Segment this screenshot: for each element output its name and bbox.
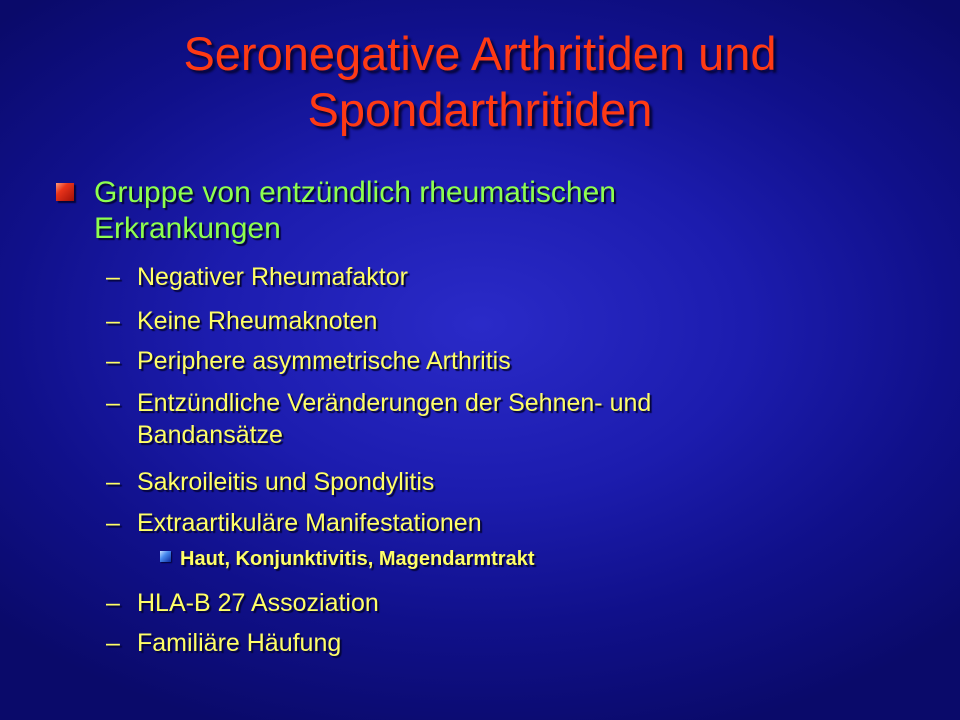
- sub-item-hla-b27: HLA-B 27 Assoziation: [137, 589, 379, 617]
- sub-item-entzuendliche-veraenderungen-line-2: Bandansätze: [137, 421, 283, 449]
- dash-marker: –: [106, 629, 120, 657]
- sub-item-negativer-rheumafaktor: Negativer Rheumafaktor: [137, 263, 408, 291]
- dash-marker: –: [106, 263, 120, 291]
- blue-square-bullet-icon: [160, 551, 171, 562]
- slide-title-line-1: Seronegative Arthritiden und: [183, 27, 777, 80]
- main-bullet-line-2: Erkrankungen: [94, 212, 281, 245]
- sub-item-keine-rheumaknoten: Keine Rheumaknoten: [137, 307, 378, 335]
- sub-item-sakroileitis: Sakroileitis und Spondylitis: [137, 468, 435, 496]
- dash-marker: –: [106, 347, 120, 375]
- dash-marker: –: [106, 307, 120, 335]
- slide-title-line-2: Spondarthritiden: [307, 83, 653, 136]
- dash-marker: –: [106, 468, 120, 496]
- sub-item-entzuendliche-veraenderungen: Entzündliche Veränderungen der Sehnen- und: [137, 389, 652, 417]
- main-bullet-line-1: Gruppe von entzündlich rheumatischen: [94, 176, 616, 209]
- red-square-bullet-icon: [56, 183, 74, 201]
- sub-sub-item-haut-konjunktivitis: Haut, Konjunktivitis, Magendarmtrakt: [180, 548, 535, 570]
- sub-item-familiaere-haeufung: Familiäre Häufung: [137, 629, 342, 657]
- sub-item-periphere-arthritis: Periphere asymmetrische Arthritis: [137, 347, 511, 375]
- dash-marker: –: [106, 509, 120, 537]
- dash-marker: –: [106, 589, 120, 617]
- slide-title: [60, 26, 900, 138]
- dash-marker: –: [106, 389, 120, 417]
- sub-item-extraartikulaere-manifestationen: Extraartikuläre Manifestationen: [137, 509, 482, 537]
